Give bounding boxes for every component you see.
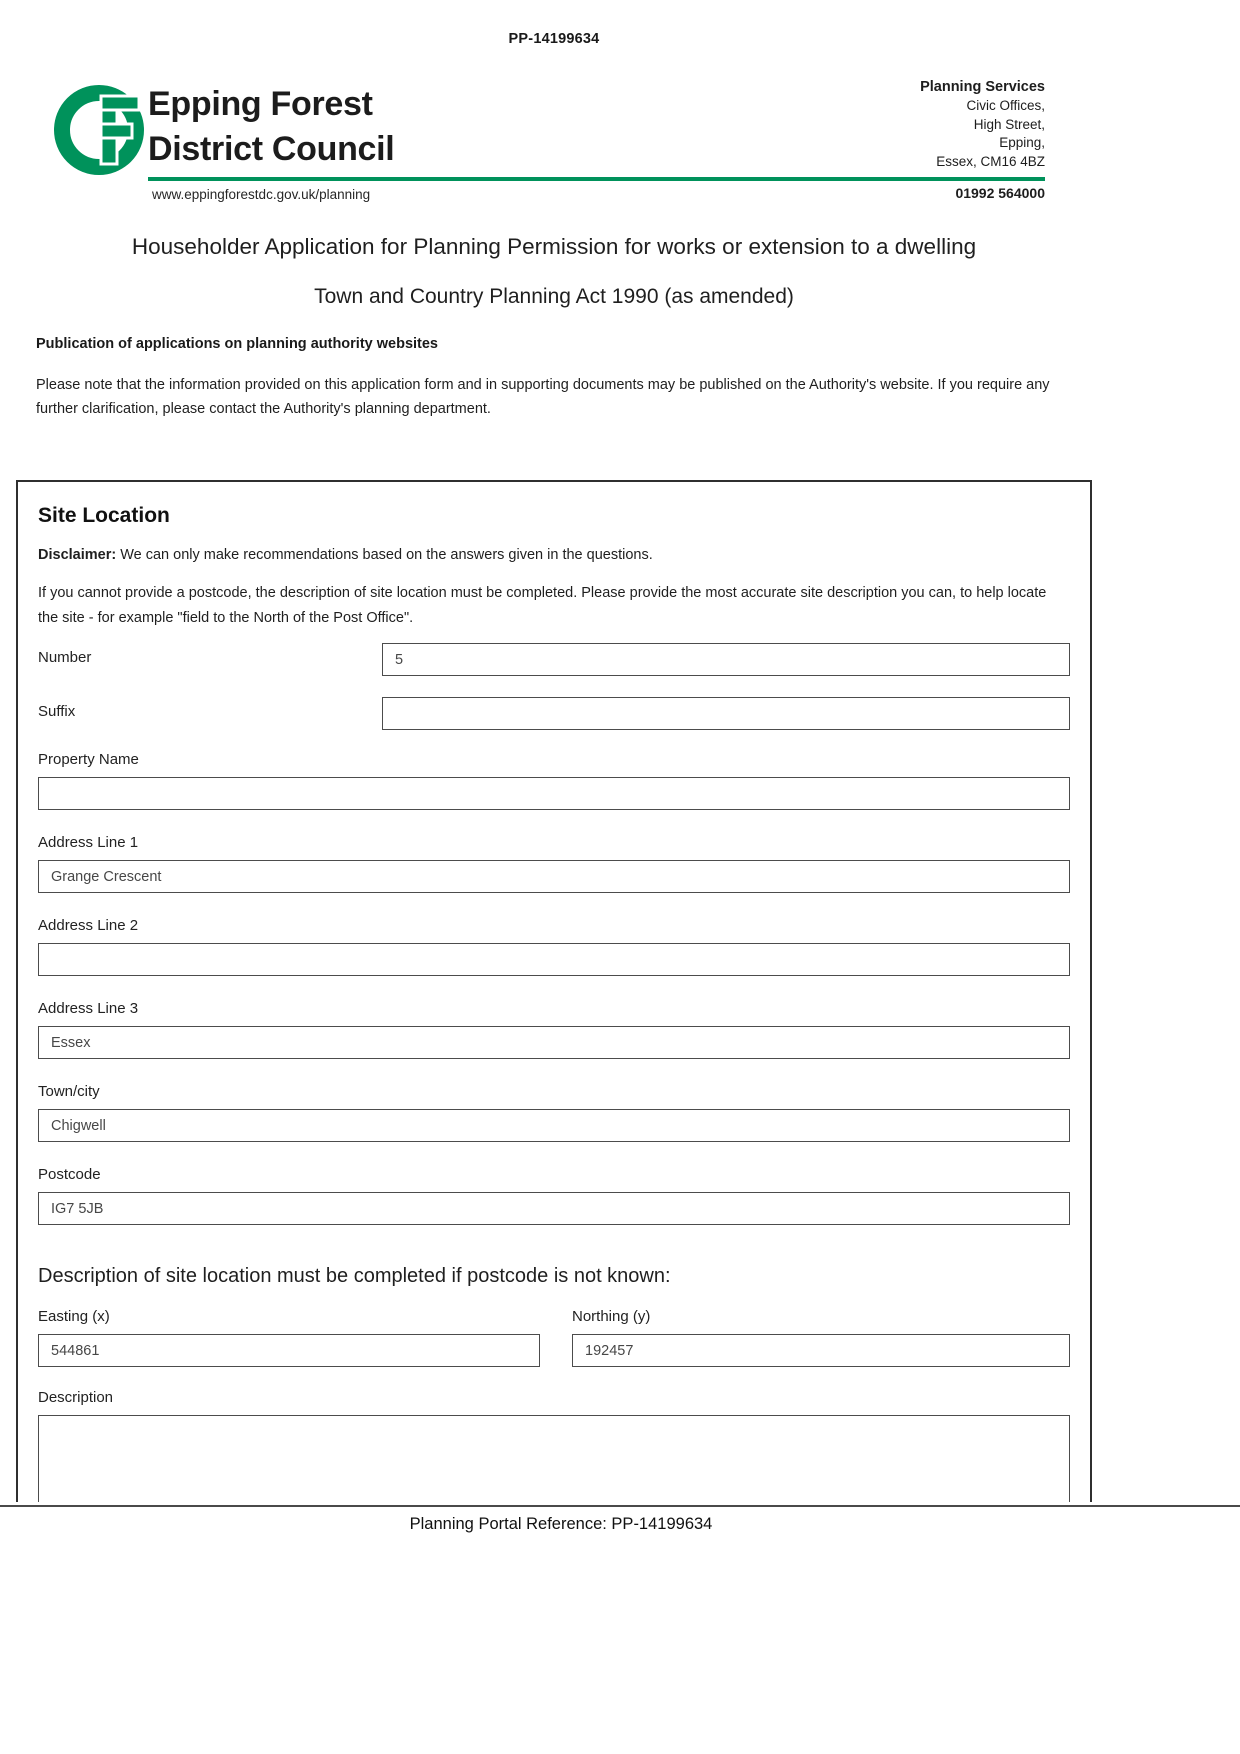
address-line-2-label: Address Line 2: [38, 917, 139, 934]
address-line: Epping,: [999, 135, 1045, 150]
property-name-input[interactable]: [38, 777, 1070, 810]
description-field: [38, 1389, 1070, 1502]
address-line: Essex, CM16 4BZ: [936, 153, 1045, 169]
site-location-intro: If you cannot provide a postcode, the description of site location must be completed. Please provide the most accurate site description you can, to help locate the site - for example "field to the North of the Post Office".: [38, 585, 1047, 626]
site-location-heading: Site Location: [38, 504, 170, 527]
address-line: Civic Offices,: [966, 98, 1045, 113]
postcode-label: Postcode: [38, 1166, 101, 1183]
council-website: www.eppingforestdc.gov.uk/planning: [152, 187, 371, 202]
postcode-field: [38, 1166, 1070, 1225]
description-label: Description: [38, 1389, 114, 1406]
property-name-field: [38, 751, 1070, 810]
brand-divider: [148, 177, 1045, 181]
address-line-3-field: [38, 1000, 1070, 1059]
town-city-input[interactable]: [38, 1109, 1070, 1142]
council-name: [148, 82, 394, 172]
description-textarea[interactable]: [38, 1415, 1070, 1502]
town-city-label: Town/city: [38, 1083, 100, 1100]
property-name-label: Property Name: [38, 751, 139, 768]
address-line: High Street,: [973, 116, 1045, 132]
letterhead: [0, 78, 1240, 213]
epping-forest-logo-icon: [54, 80, 148, 180]
department-name: Planning Services: [920, 79, 1045, 95]
coordinates-row: [38, 1308, 1070, 1367]
council-name-line1: Epping Forest: [148, 85, 373, 123]
number-input[interactable]: [382, 643, 1070, 676]
address-line-1-field: [38, 834, 1070, 893]
address-line-2-field: [38, 917, 1070, 976]
site-location-section: [16, 480, 1092, 1502]
number-field-row: [38, 643, 1070, 676]
publication-note: Please note that the information provided on this application form and in supporting documents may be published on the Authority's website. If you require any further clarification, please contact the Authority's planning department.: [36, 377, 1050, 417]
disclaimer-text: We can only make recommendations based on the answers given in the questions.: [116, 547, 653, 563]
council-logo: [54, 80, 148, 185]
northing-field: [572, 1308, 1070, 1367]
number-label: Number: [38, 649, 92, 666]
easting-input[interactable]: [38, 1334, 540, 1367]
council-name-line2: District Council: [148, 130, 395, 168]
application-reference-top: PP-14199634: [508, 31, 600, 47]
address-line-3-label: Address Line 3: [38, 1000, 139, 1017]
address-line-1-label: Address Line 1: [38, 834, 139, 851]
northing-input[interactable]: [572, 1334, 1070, 1367]
town-city-field: [38, 1083, 1070, 1142]
easting-field: [38, 1308, 540, 1367]
address-line-1-input[interactable]: [38, 860, 1070, 893]
address-line-3-input[interactable]: [38, 1026, 1070, 1059]
planning-portal-reference: Planning Portal Reference: PP-14199634: [409, 1515, 713, 1533]
disclaimer: [38, 547, 1070, 563]
postcode-input[interactable]: [38, 1192, 1070, 1225]
suffix-field-row: [38, 697, 1070, 730]
disclaimer-label: Disclaimer:: [38, 547, 117, 563]
act-subtitle: Town and Country Planning Act 1990 (as amended): [314, 285, 794, 308]
publication-heading: Publication of applications on planning authority websites: [36, 336, 438, 352]
suffix-input[interactable]: [382, 697, 1070, 730]
northing-label: Northing (y): [572, 1308, 651, 1325]
form-title: Householder Application for Planning Permission for works or extension to a dwelling: [131, 234, 977, 259]
easting-label: Easting (x): [38, 1308, 110, 1325]
address-line-2-input[interactable]: [38, 943, 1070, 976]
description-requirement-heading: Description of site location must be completed if postcode is not known:: [38, 1265, 671, 1287]
phone-number: 01992 564000: [955, 185, 1045, 201]
suffix-label: Suffix: [38, 703, 76, 720]
footer-divider: [0, 1505, 1240, 1507]
planning-services-address: [920, 78, 1045, 201]
